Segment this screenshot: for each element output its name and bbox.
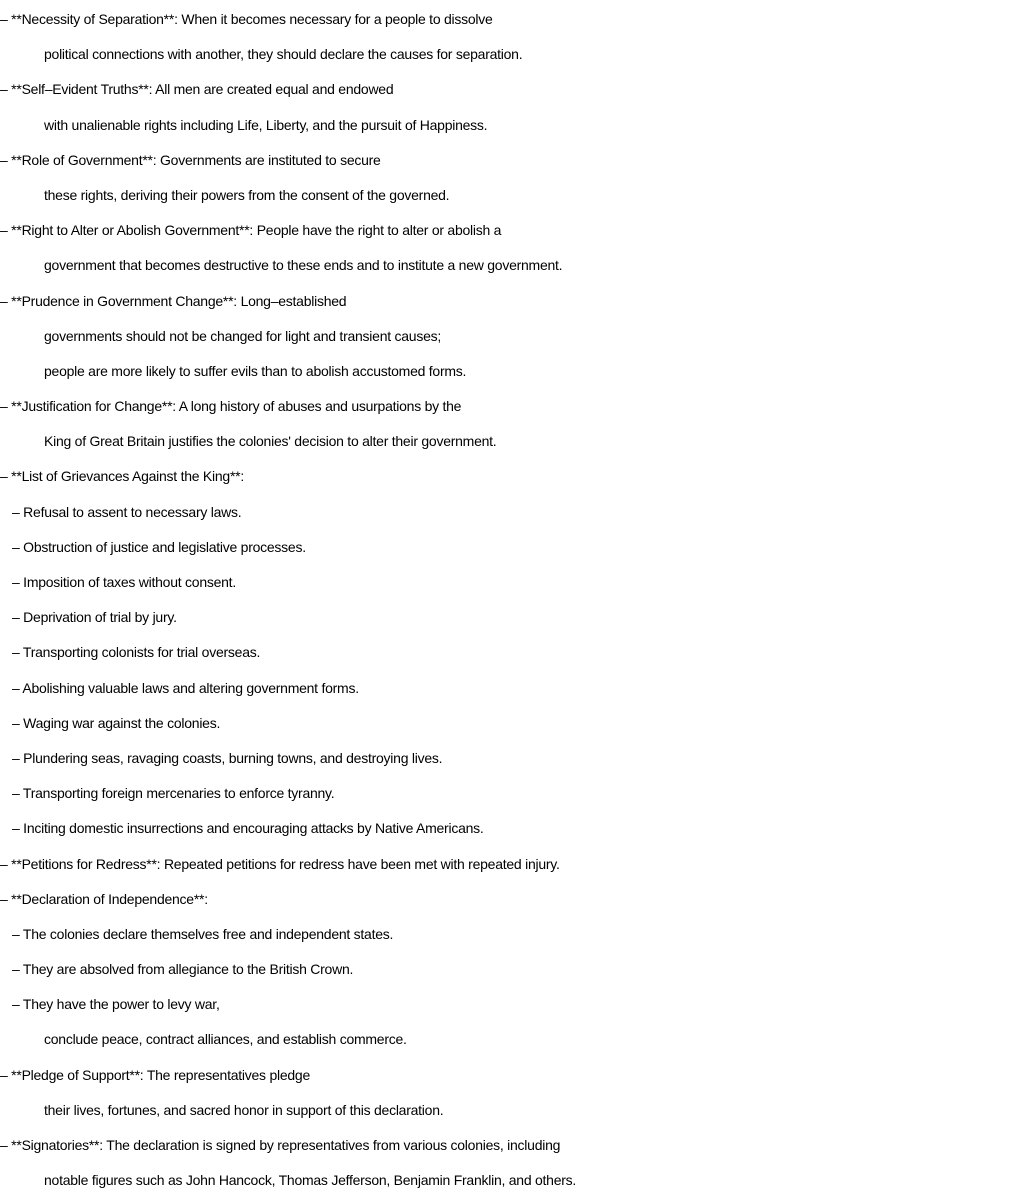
bullet-line: – **Declaration of Independence**: [0, 890, 208, 907]
bullet-line: – **Necessity of Separation**: When it becomes necessary for a people to dissolve [0, 11, 493, 27]
sub-bullet-line: – The colonies declare themselves free and independent states. [12, 925, 394, 942]
sub-bullet-line: – Refusal to assent to necessary laws. [12, 503, 242, 520]
bullet-line: – **Justification for Change**: A long history of abuses and usurpations by the [0, 398, 462, 415]
bullet-line: – **Role of Government**: Governments are instituted to secure [0, 151, 381, 168]
continuation-line: governments should not be changed for light and transient causes; [44, 327, 442, 344]
sub-bullet-line: – Deprivation of trial by jury. [12, 609, 177, 626]
sub-bullet-line: – Inciting domestic insurrections and encouraging attacks by Native Americans. [12, 820, 484, 837]
sub-bullet-line: – Imposition of taxes without consent. [12, 574, 236, 590]
bullet-line: – **Petitions for Redress**: Repeated petitions for redress have been met with repeated injury. [0, 855, 560, 872]
sub-bullet-line: – Waging war against the colonies. [12, 714, 221, 731]
continuation-line: their lives, fortunes, and sacred honor in support of this declaration. [44, 1101, 444, 1118]
continuation-line: notable figures such as John Hancock, Thomas Jefferson, Benjamin Franklin, and others. [44, 1172, 577, 1189]
bullet-line: – **Pledge of Support**: The representatives pledge [0, 1066, 310, 1083]
sub-bullet-line: – Plundering seas, ravaging coasts, burning towns, and destroying lives. [12, 749, 443, 766]
continuation-line: with unalienable rights including Life, Liberty, and the pursuit of Happiness. [44, 116, 488, 133]
bullet-line: – **Right to Alter or Abolish Government**: People have the right to alter or abolish a [0, 222, 502, 239]
sub-bullet-line: – Abolishing valuable laws and altering government forms. [12, 679, 359, 696]
continuation-line: these rights, deriving their powers from the consent of the governed. [44, 186, 450, 203]
continuation-line: political connections with another, they should declare the causes for separation. [44, 46, 523, 63]
continuation-line: government that becomes destructive to these ends and to institute a new government. [44, 257, 563, 274]
continuation-line: King of Great Britain justifies the colonies' decision to alter their government. [44, 433, 497, 450]
bullet-line: – **Prudence in Government Change**: Long–established [0, 292, 347, 309]
sub-bullet-line: – Transporting foreign mercenaries to enforce tyranny. [12, 785, 335, 802]
sub-bullet-line: – They are absolved from allegiance to the British Crown. [12, 961, 354, 978]
bullet-line: – **Signatories**: The declaration is signed by representatives from various colonies, including [0, 1137, 561, 1153]
sub-bullet-line: – Obstruction of justice and legislative processes. [12, 538, 306, 555]
bullet-line: – **Self–Evident Truths**: All men are created equal and endowed [0, 81, 394, 98]
continuation-line: people are more likely to suffer evils than to abolish accustomed forms. [44, 362, 467, 379]
sub-bullet-line: – Transporting colonists for trial overseas. [12, 644, 261, 661]
sub-bullet-line: – They have the power to levy war, [12, 996, 220, 1013]
continuation-line: conclude peace, contract alliances, and establish commerce. [44, 1031, 407, 1048]
bullet-line: – **List of Grievances Against the King**: [0, 468, 244, 485]
